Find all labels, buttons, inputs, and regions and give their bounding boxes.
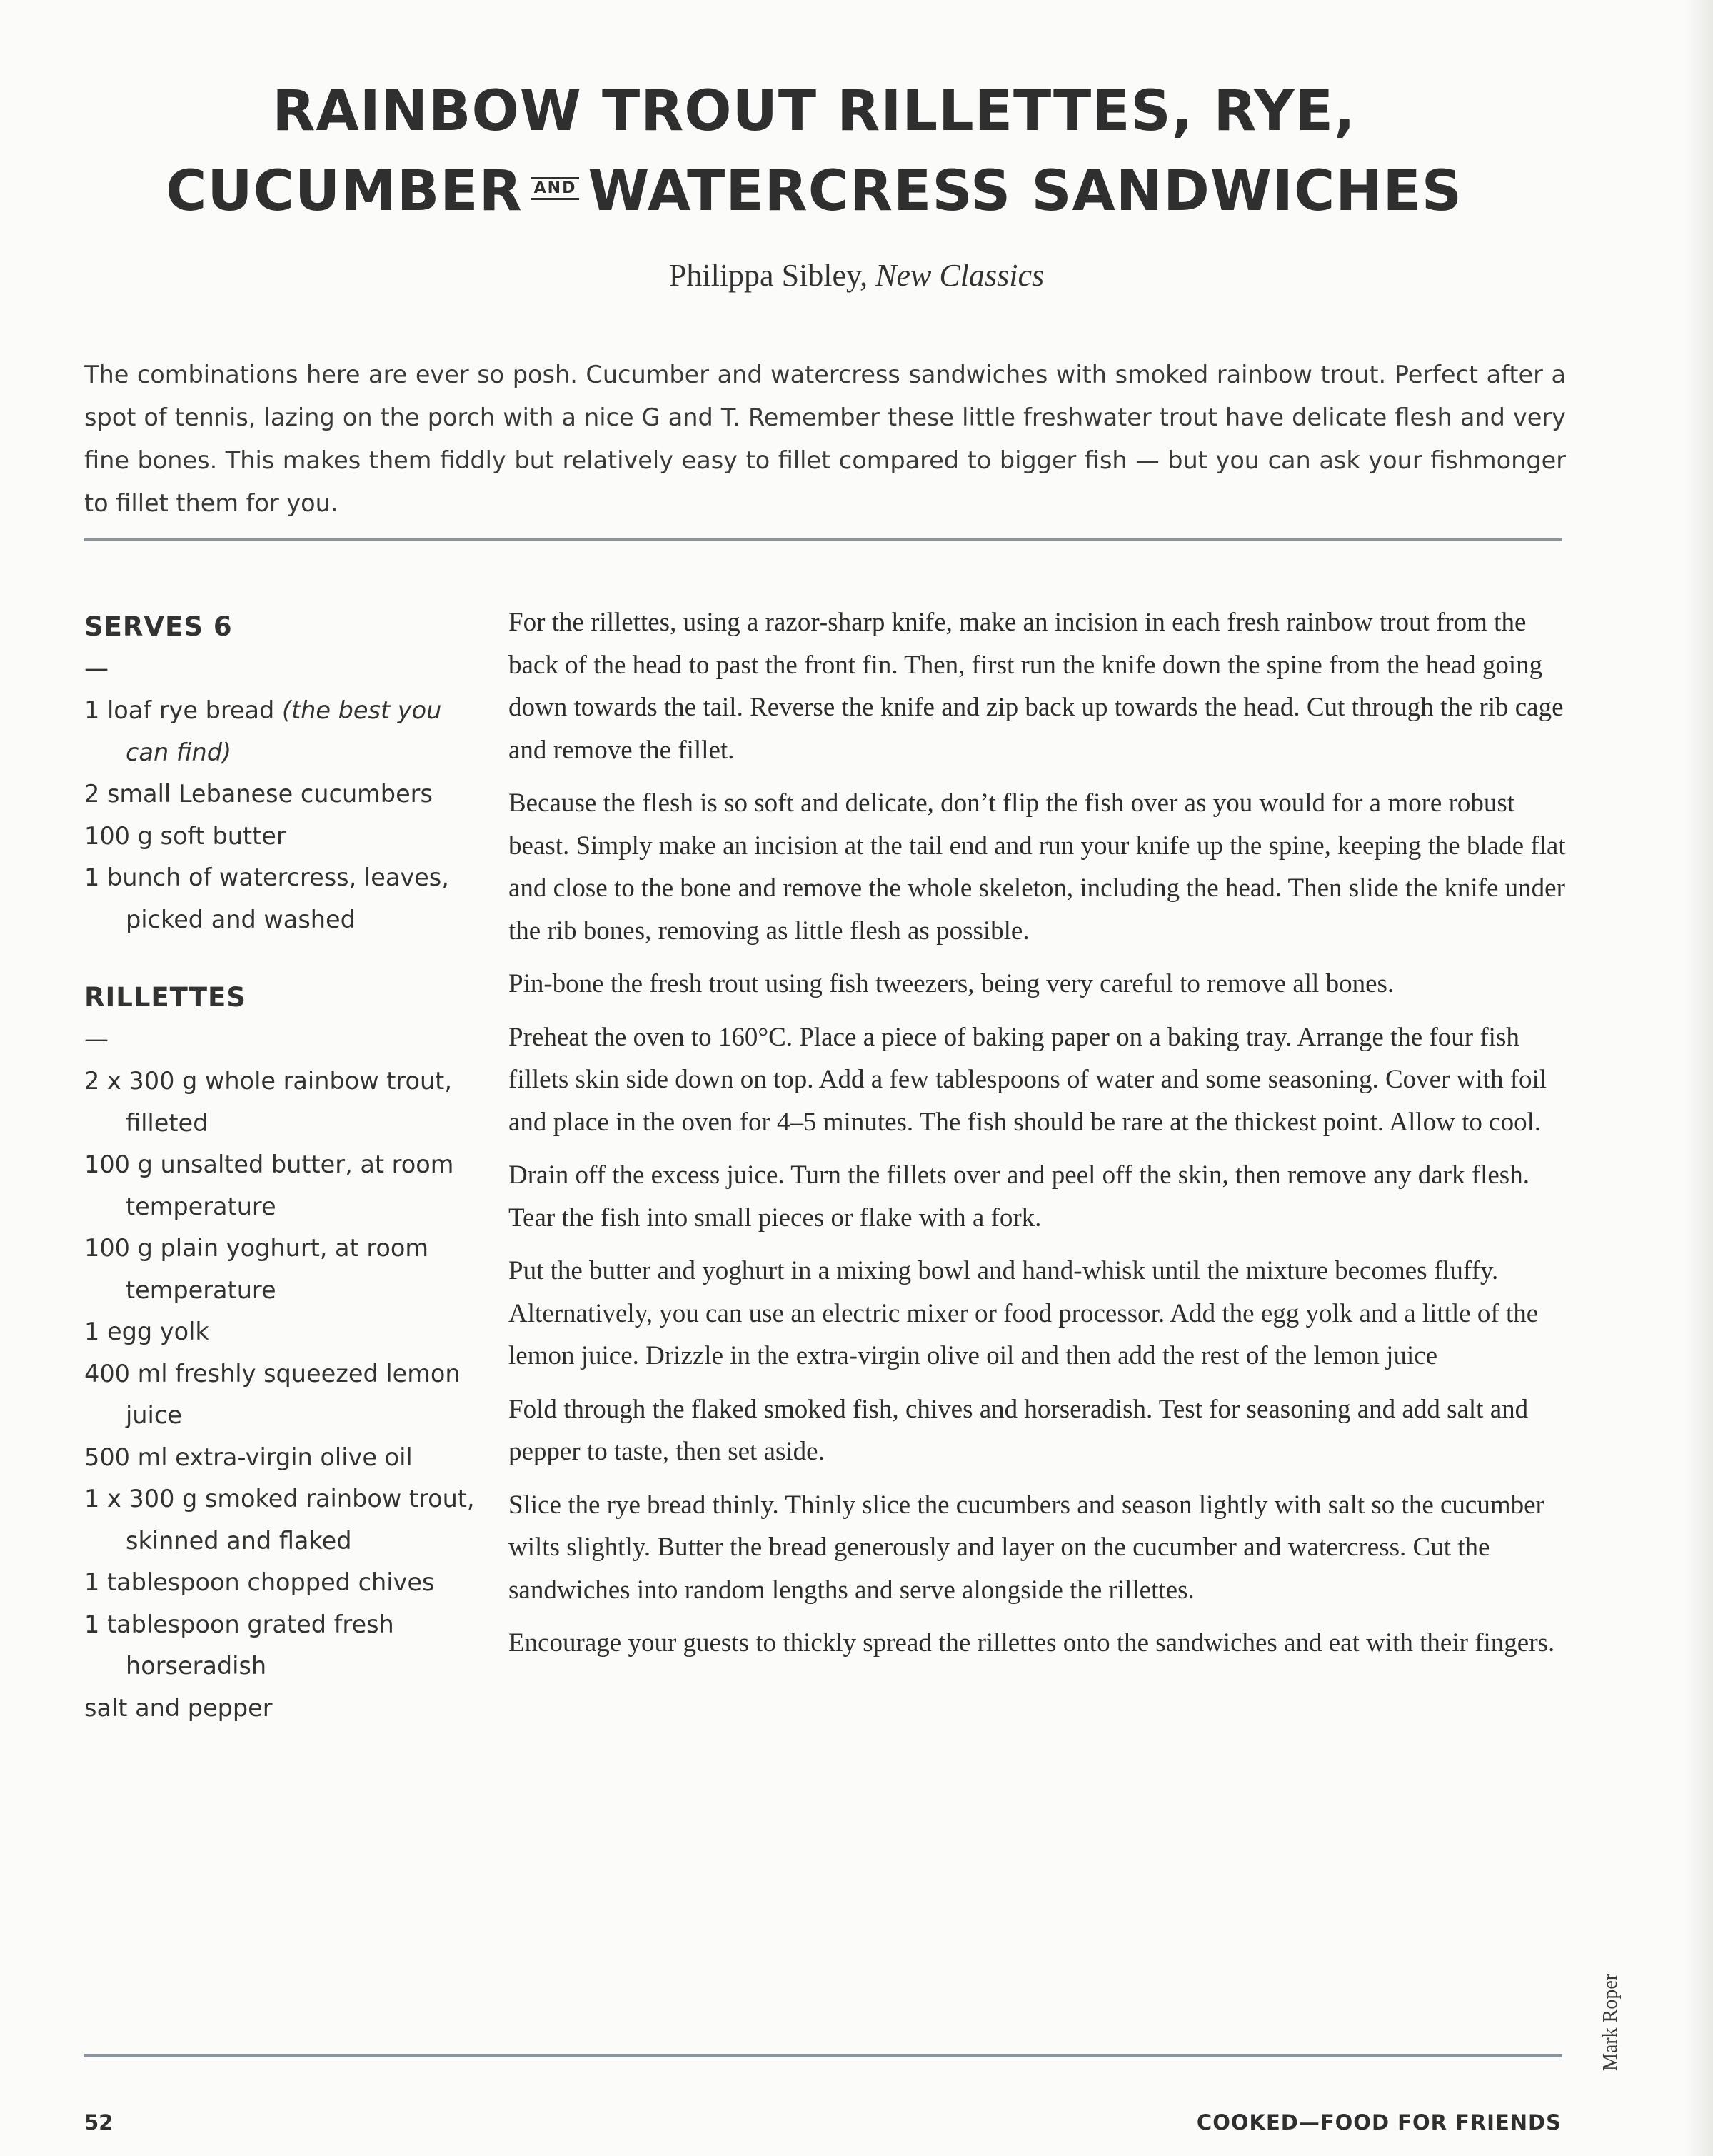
intro-paragraph: The combinations here are ever so posh. Cucumber and watercress sandwiches with smoked rainbow trout. Perfect after a spot of tennis, lazing on the porch with a nice G and T. Remember these little freshwater trout have delicate flesh and very fine bones. This makes them fiddly but relatively easy to fillet compared to bigger fish — but you can ask your fishmonger to fillet them for you. <box>84 361 1566 517</box>
ingredient-group-serves <box>84 607 484 941</box>
title-line-2 <box>86 151 1542 231</box>
byline <box>0 257 1713 294</box>
ingredient-group-rillettes <box>84 978 484 1729</box>
serves-ingredient-list <box>84 690 484 941</box>
method-step: Fold through the flaked smoked fish, chives and horseradish. Test for seasoning and add salt and pepper to taste, then set aside. <box>508 1394 1529 1466</box>
footer-rule <box>84 2054 1562 2057</box>
byline-book: New Classics <box>875 258 1045 293</box>
ingredients-column <box>84 607 484 1729</box>
title-cucumber: CUCUMBER <box>166 159 523 224</box>
method-step: Put the butter and yoghurt in a mixing bowl and hand-whisk until the mixture becomes fluffy. Alternatively, you can use an electric mixer or food processor. Add the egg yolk and a little of the lemon juice. Drizzle in the extra-virgin olive oil and then add the rest of the lemon juice <box>508 1256 1539 1370</box>
serves-heading: SERVES 6 <box>84 611 233 642</box>
top-rule <box>84 538 1562 541</box>
ingredient-item: 1 tablespoon chopped chives <box>84 1568 435 1596</box>
ingredient-item: 100 g soft butter <box>84 821 286 850</box>
method-step: Pin-bone the fresh trout using fish tweezers, being very careful to remove all bones. <box>508 969 1395 998</box>
ingredient-item: 1 bunch of watercress, leaves, picked and washed <box>84 863 449 933</box>
method-column <box>508 601 1579 1675</box>
title-line-1: RAINBOW TROUT RILLETTES, RYE, <box>272 79 1356 144</box>
ingredient-item: 500 ml extra-virgin olive oil <box>84 1443 413 1471</box>
ingredient-item: 100 g unsalted butter, at room temperature <box>84 1150 454 1220</box>
recipe-title <box>86 71 1542 231</box>
page-number: 52 <box>84 2110 114 2135</box>
ingredient-note: (the best you can find) <box>126 696 442 766</box>
ingredient-item: 1 tablespoon grated fresh horseradish <box>84 1610 394 1680</box>
ingredient-item <box>84 690 484 773</box>
ingredient-item: 2 x 300 g whole rainbow trout, filleted <box>84 1067 452 1137</box>
rillettes-ingredient-list <box>84 1061 484 1729</box>
method-step: Slice the rye bread thinly. Thinly slice the cucumbers and season lightly with salt so the cucumber wilts slightly. Butter the bread generously and layer on the cucumber and watercress. Cut the sandwiches into random lengths and serve alongside the rillettes. <box>508 1490 1544 1605</box>
ingredient-item: 1 egg yolk <box>84 1318 209 1345</box>
ingredient-item: 2 small Lebanese cucumbers <box>84 780 433 808</box>
method-step: Encourage your guests to thickly spread the rillettes onto the sandwiches and eat with their fingers. <box>508 1628 1555 1658</box>
running-footer-title: COOKED—FOOD FOR FRIENDS <box>1196 2110 1562 2135</box>
method-step: Preheat the oven to 160°C. Place a piece of baking paper on a baking tray. Arrange the four fish fillets skin side down on top. Add a few tablespoons of water and some seasoning. Cover with foil and place in the oven for 4–5 minutes. The fish should be rare at the thickest point. Allow to cool. <box>508 1022 1547 1137</box>
ingredient-item: 100 g plain yoghurt, at room temperature <box>84 1234 429 1304</box>
title-watercress: WATERCRESS SANDWICHES <box>588 159 1462 224</box>
title-and-ligature: AND <box>531 177 580 200</box>
ingredient-text: 1 loaf rye bread <box>84 696 282 724</box>
method-step: Because the flesh is so soft and delicate, don’t flip the fish over as you would for a more robust beast. Simply make an incision at the tail end and run your knife up the spine, keeping the blade flat and close to the bone and remove the whole skeleton, including the head. Then slide the knife under the rib bones, removing as little flesh as possible. <box>508 788 1566 946</box>
rillettes-dash: — <box>84 1025 109 1053</box>
method-step: Drain off the excess juice. Turn the fillets over and peel off the skin, then remove any dark flesh. Tear the fish into small pieces or flake with a fork. <box>508 1160 1529 1233</box>
serves-dash: — <box>84 654 109 683</box>
photo-credit: Mark Roper <box>1599 1973 1622 2071</box>
ingredient-item: 1 x 300 g smoked rainbow trout, skinned and flaked <box>84 1485 475 1555</box>
byline-author: Philippa Sibley, <box>668 258 868 293</box>
ingredient-item: 400 ml freshly squeezed lemon juice <box>84 1359 461 1429</box>
rillettes-heading: RILLETTES <box>84 982 246 1013</box>
ingredient-item: salt and pepper <box>84 1693 273 1722</box>
method-step: For the rillettes, using a razor-sharp knife, make an incision in each fresh rainbow trout from the back of the head to past the front fin. Then, first run the knife down the spine from the head going down towards the tail. Reverse the knife and zip back up towards the head. Cut through the rib cage and remove the fillet. <box>508 608 1564 765</box>
page-edge <box>1684 0 1713 2156</box>
